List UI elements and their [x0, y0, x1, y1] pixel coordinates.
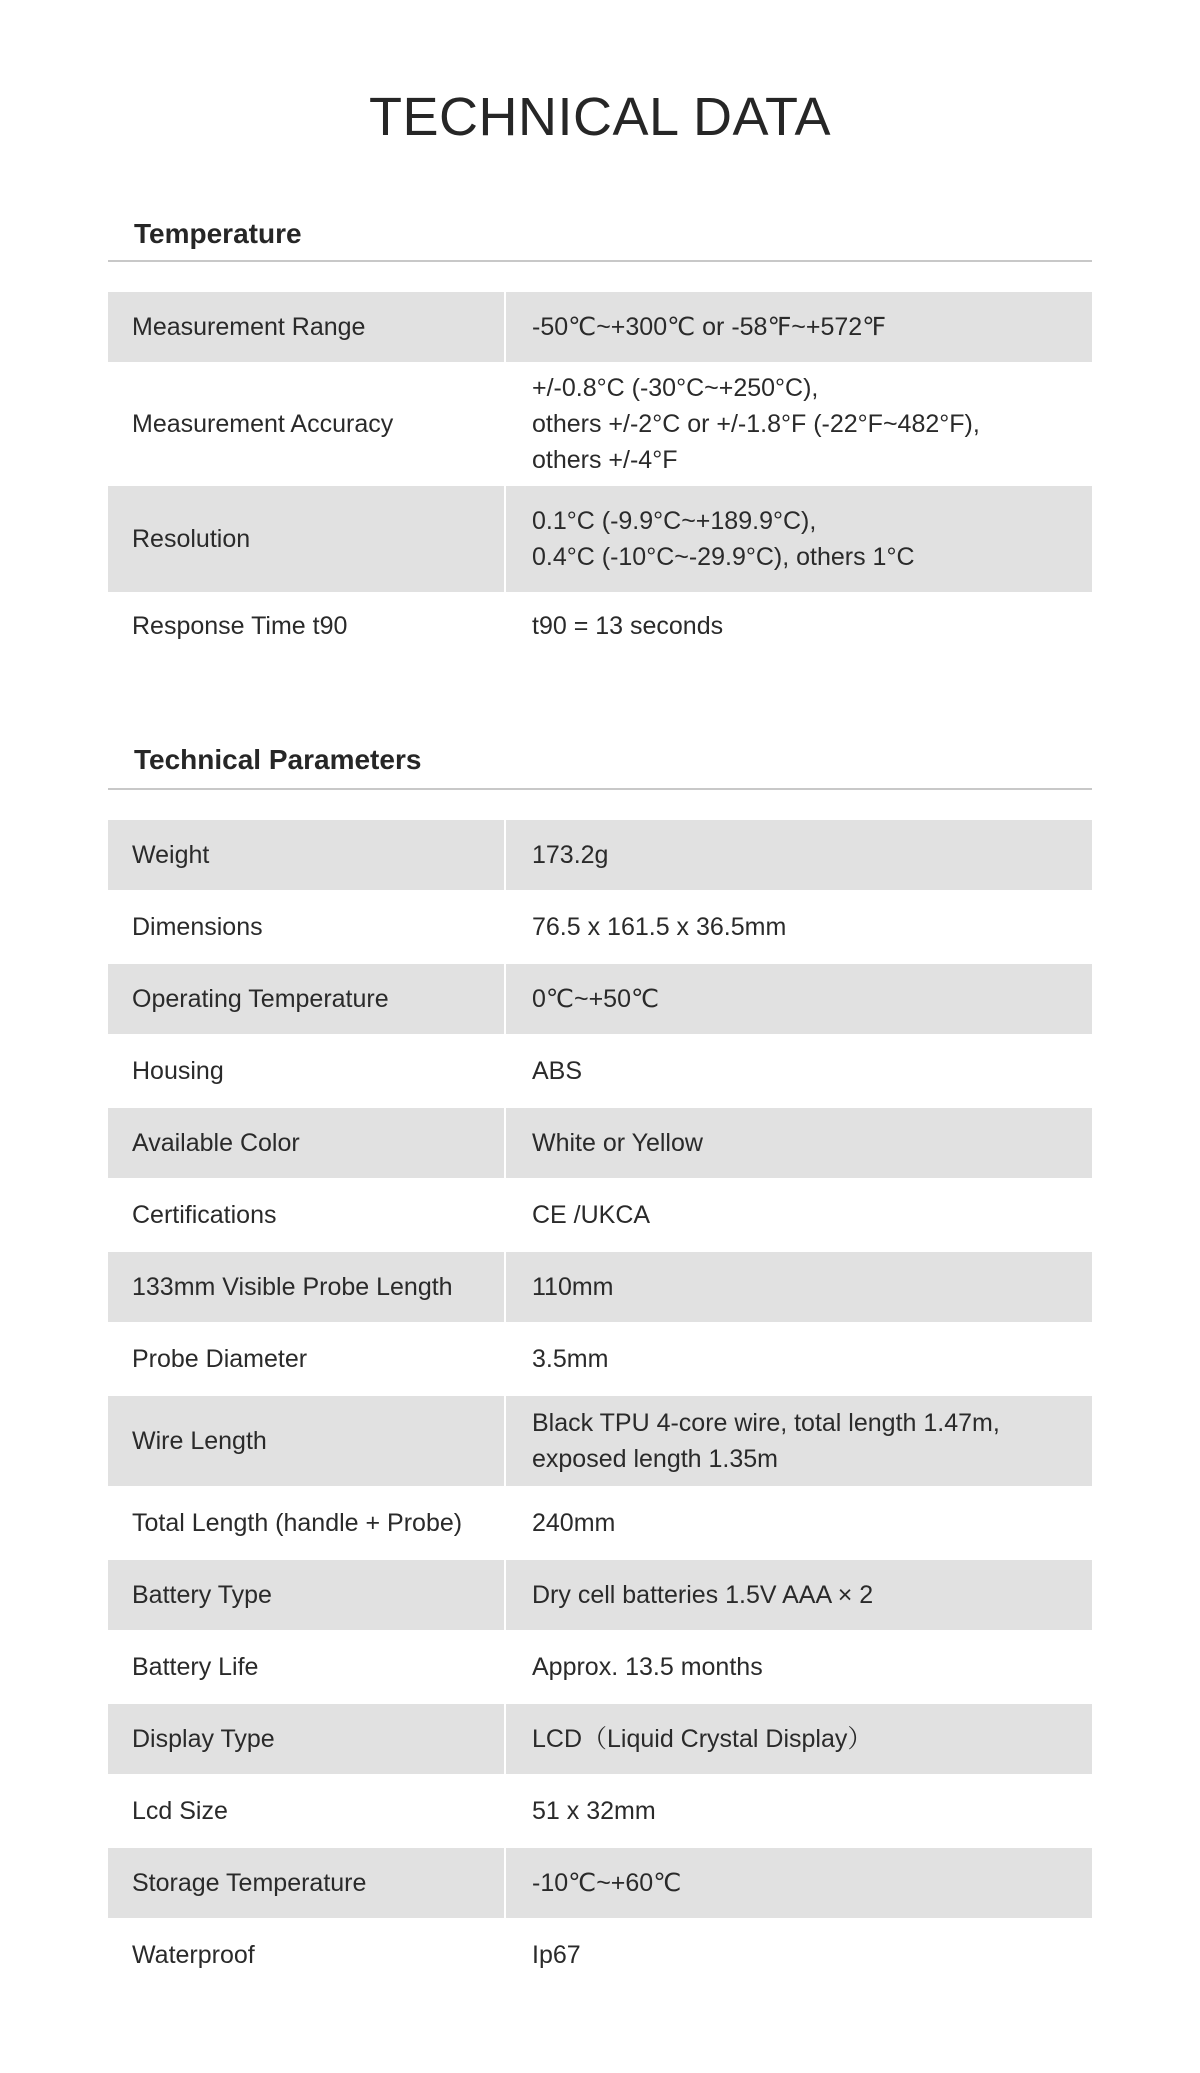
spec-value [506, 362, 1092, 486]
spec-value-line: t90 = 13 seconds [532, 612, 724, 640]
spec-value-line: White or Yellow [532, 1129, 703, 1157]
section-heading: Temperature [134, 218, 302, 249]
spec-value [506, 1252, 1092, 1322]
section-divider [108, 788, 1092, 790]
spec-label: Total Length (handle + Probe) [132, 1508, 463, 1537]
spec-value [506, 1704, 1092, 1774]
spec-row-operating-temperature [108, 964, 1092, 1034]
spec-value-line: 76.5 x 161.5 x 36.5mm [532, 913, 787, 941]
spec-label: Wire Length [132, 1426, 267, 1455]
spec-value-line: 0.4°C (-10°C~-29.9°C), others 1°C [532, 543, 915, 571]
spec-label: Measurement Range [132, 312, 366, 341]
spec-value-line: 173.2g [532, 841, 609, 869]
section-heading: Technical Parameters [134, 744, 422, 775]
spec-row-certifications [108, 1178, 1092, 1252]
spec-value-line: 3.5mm [532, 1345, 609, 1373]
spec-value-line: others +/-4°F [532, 446, 678, 474]
spec-row-battery-life [108, 1630, 1092, 1704]
spec-value-line: exposed length 1.35m [532, 1445, 779, 1473]
spec-label: Dimensions [132, 912, 263, 941]
spec-label: Operating Temperature [132, 984, 389, 1013]
spec-row-probe-diameter [108, 1322, 1092, 1396]
spec-value-line: others +/-2°C or +/-1.8°F (-22°F~482°F), [532, 410, 980, 438]
spec-value [506, 890, 1092, 964]
spec-value-line: CE /UKCA [532, 1201, 651, 1229]
spec-value [506, 1918, 1092, 1992]
spec-label: Waterproof [132, 1940, 255, 1969]
spec-value [506, 1630, 1092, 1704]
spec-label: Battery Life [132, 1652, 259, 1681]
spec-label: Available Color [132, 1128, 300, 1157]
spec-label: 133mm Visible Probe Length [132, 1272, 453, 1301]
spec-value-line: LCD（Liquid Crystal Display） [532, 1725, 873, 1753]
spec-row-weight [108, 820, 1092, 890]
spec-value-line: +/-0.8°C (-30°C~+250°C), [532, 374, 819, 402]
spec-label: Display Type [132, 1724, 275, 1753]
spec-value-line: Dry cell batteries 1.5V AAA × 2 [532, 1581, 874, 1609]
spec-row-available-color [108, 1108, 1092, 1178]
spec-row-response-time-t90 [108, 592, 1092, 660]
spec-label: Housing [132, 1056, 224, 1085]
spec-value [506, 1848, 1092, 1918]
spec-value-line: ABS [532, 1057, 583, 1085]
spec-row-waterproof [108, 1918, 1092, 1992]
spec-row-wire-length [108, 1396, 1092, 1486]
spec-value [506, 1178, 1092, 1252]
spec-label: Response Time t90 [132, 611, 348, 640]
spec-label: Measurement Accuracy [132, 409, 394, 438]
spec-value [506, 292, 1092, 362]
spec-label: Weight [132, 840, 210, 869]
spec-row-dimensions [108, 890, 1092, 964]
spec-value-line: -10℃~+60℃ [532, 1869, 682, 1897]
spec-row-total-length-handle-probe [108, 1486, 1092, 1560]
spec-value [506, 1486, 1092, 1560]
spec-value-line: Ip67 [532, 1941, 581, 1969]
spec-row-lcd-size [108, 1774, 1092, 1848]
spec-row-measurement-accuracy [108, 362, 1092, 486]
spec-value [506, 1034, 1092, 1108]
spec-label: Resolution [132, 524, 251, 553]
spec-value-line: 110mm [532, 1273, 614, 1301]
spec-value-line: Black TPU 4-core wire, total length 1.47m, [532, 1409, 1000, 1437]
spec-label: Storage Temperature [132, 1868, 367, 1897]
spec-value [506, 1108, 1092, 1178]
spec-row-housing [108, 1034, 1092, 1108]
spec-row-measurement-range [108, 292, 1092, 362]
spec-row-133mm-visible-probe-length [108, 1252, 1092, 1322]
spec-row-display-type [108, 1704, 1092, 1774]
section-divider [108, 260, 1092, 262]
spec-value-line: Approx. 13.5 months [532, 1653, 763, 1681]
spec-value-line: -50℃~+300℃ or -58℉~+572℉ [532, 313, 886, 341]
spec-value-line: 0℃~+50℃ [532, 985, 660, 1013]
spec-value-line: 51 x 32mm [532, 1797, 656, 1825]
page-title: TECHNICAL DATA [368, 87, 832, 147]
spec-row-battery-type [108, 1560, 1092, 1630]
spec-value [506, 1396, 1092, 1486]
spec-value [506, 592, 1092, 660]
spec-label: Lcd Size [132, 1796, 228, 1825]
spec-value [506, 820, 1092, 890]
spec-value [506, 486, 1092, 592]
spec-label: Probe Diameter [132, 1344, 308, 1373]
spec-value-line: 240mm [532, 1509, 616, 1537]
spec-value [506, 1560, 1092, 1630]
spec-value [506, 964, 1092, 1034]
spec-value [506, 1774, 1092, 1848]
spec-label: Battery Type [132, 1580, 272, 1609]
spec-value-line: 0.1°C (-9.9°C~+189.9°C), [532, 507, 817, 535]
spec-row-resolution [108, 486, 1092, 592]
spec-row-storage-temperature [108, 1848, 1092, 1918]
spec-label: Certifications [132, 1200, 277, 1229]
spec-value [506, 1322, 1092, 1396]
